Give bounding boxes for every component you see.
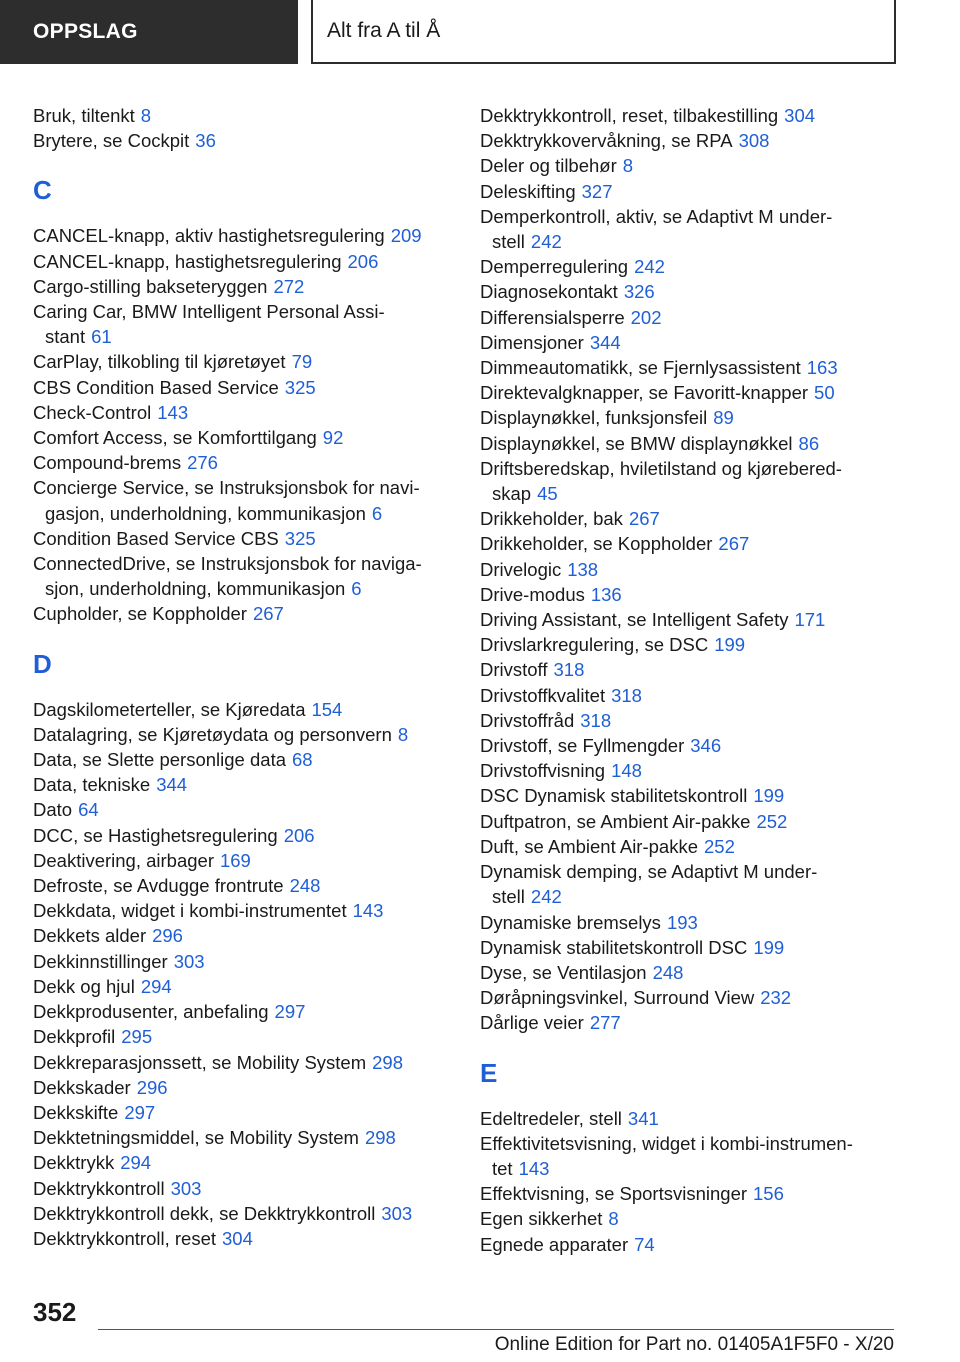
index-entry xyxy=(480,179,900,204)
index-entry-text: Direktevalgknapper, se Favoritt-knapper xyxy=(480,382,809,404)
index-entry-text: Dekktetningsmiddel, se Mobility System xyxy=(33,1127,359,1149)
page-reference-link[interactable]: 303 xyxy=(381,1202,413,1224)
page-reference-link[interactable]: 89 xyxy=(713,407,734,429)
index-entry xyxy=(33,400,453,425)
index-entry-text: Dekktrykkontroll dekk, se Dekktrykkontroll xyxy=(33,1202,376,1224)
index-entry xyxy=(480,1131,900,1181)
index-entry-text: Duftpatron, se Ambient Air-pakke xyxy=(480,810,751,832)
page-reference-link[interactable]: 8 xyxy=(397,723,409,745)
index-entry-text: Dato xyxy=(33,799,73,821)
index-entry-text: Drivstoffkvalitet xyxy=(480,684,606,706)
page-reference-link[interactable]: 318 xyxy=(611,684,642,706)
index-entry-continuation: skap xyxy=(492,483,532,505)
index-entry xyxy=(33,873,453,898)
index-entry-text: DCC, se Hastighetsregulering xyxy=(33,824,278,846)
page-reference-link[interactable]: 6 xyxy=(371,502,383,524)
index-entry xyxy=(33,103,453,128)
index-entry xyxy=(480,128,900,153)
page-reference-link[interactable]: 276 xyxy=(187,452,218,474)
page-reference-link[interactable]: 68 xyxy=(292,749,313,771)
page-reference-link[interactable]: 8 xyxy=(140,105,152,126)
index-entry-text: Concierge Service, se Instruksjonsbok for navi- xyxy=(33,477,420,499)
index-entry-text: Dimensjoner xyxy=(480,331,584,353)
index-letter-heading: D xyxy=(33,648,52,679)
page-reference-link[interactable]: 344 xyxy=(589,331,621,353)
page-reference-link[interactable]: 303 xyxy=(170,1177,202,1199)
index-entry xyxy=(33,128,453,153)
index-entry-text: Compound-brems xyxy=(33,452,182,474)
page-reference-link[interactable]: 346 xyxy=(690,735,722,757)
index-entry-text: Dekkskader xyxy=(33,1076,131,1098)
index-entry xyxy=(33,1125,453,1150)
index-entry xyxy=(480,456,900,506)
index-entry-text: Drivstoffvisning xyxy=(480,760,606,782)
index-entry-text: Data, se Slette personlige data xyxy=(33,749,286,771)
chapter-title: Alt fra A til Å xyxy=(327,19,441,42)
index-entry-text: CANCEL-knapp, hastighetsregulering xyxy=(33,250,342,272)
footer-divider xyxy=(98,1329,894,1330)
page-reference-link[interactable]: 199 xyxy=(714,634,746,656)
index-entry xyxy=(480,1181,900,1206)
index-entry-text: Drivslarkregulering, se DSC xyxy=(480,634,709,656)
index-entry-text: Driving Assistant, se Intelligent Safety xyxy=(480,609,789,631)
index-entry xyxy=(33,1201,453,1226)
index-entry xyxy=(480,708,900,733)
index-entry xyxy=(480,1010,900,1035)
index-entry-text: Døråpningsvinkel, Surround View xyxy=(480,987,755,1009)
page-reference-link[interactable]: 344 xyxy=(156,774,188,796)
page-reference-link[interactable]: 8 xyxy=(622,155,634,177)
page-reference-link[interactable]: 209 xyxy=(390,225,422,247)
page-reference-link[interactable]: 304 xyxy=(784,105,816,126)
page-reference-link[interactable]: 294 xyxy=(120,1152,152,1174)
page-reference-link[interactable]: 304 xyxy=(222,1227,253,1249)
index-entry-continuation: tet xyxy=(492,1157,513,1179)
page-reference-link[interactable]: 206 xyxy=(347,250,379,272)
index-entry-text: Dekktrykkontroll xyxy=(33,1177,165,1199)
page-reference-link[interactable]: 327 xyxy=(581,180,613,202)
index-entry-text: Cupholder, se Koppholder xyxy=(33,603,247,625)
index-entry-text: Duft, se Ambient Air-pakke xyxy=(480,835,698,857)
index-entry-text: Comfort Access, se Komforttilgang xyxy=(33,427,317,449)
index-entry xyxy=(480,531,900,556)
index-entry xyxy=(480,1206,900,1231)
index-entry xyxy=(480,910,900,935)
page-reference-link[interactable]: 171 xyxy=(794,609,826,631)
index-entry-text: Dynamiske bremselys xyxy=(480,911,661,933)
index-entry-text: Dekkprodusenter, anbefaling xyxy=(33,1001,269,1023)
index-column-left xyxy=(33,103,453,1251)
index-entry-text: Data, tekniske xyxy=(33,774,151,796)
index-letter-heading: E xyxy=(480,1057,498,1088)
index-entry xyxy=(480,582,900,607)
page-reference-link[interactable]: 272 xyxy=(273,275,305,297)
index-entry-text: Dekkinnstillinger xyxy=(33,950,168,972)
index-entry xyxy=(33,1075,453,1100)
page-reference-link[interactable]: 232 xyxy=(760,987,792,1009)
page-reference-link[interactable]: 169 xyxy=(219,849,251,871)
index-letter-heading: C xyxy=(33,175,52,206)
index-entry xyxy=(33,1024,453,1049)
index-entry xyxy=(33,898,453,923)
index-entry xyxy=(480,380,900,405)
page-reference-link[interactable]: 86 xyxy=(798,432,820,454)
index-entry-text: Bruk, tiltenkt xyxy=(33,105,135,126)
section-tab[interactable] xyxy=(0,0,298,64)
page-reference-link[interactable]: 206 xyxy=(283,824,315,846)
page-reference-link[interactable]: 298 xyxy=(364,1127,396,1149)
index-entry-text: CarPlay, tilkobling til kjøretøyet xyxy=(33,351,286,373)
index-entry xyxy=(33,848,453,873)
page-reference-link[interactable]: 242 xyxy=(530,886,562,908)
page-reference-link[interactable]: 296 xyxy=(136,1076,168,1098)
index-entry-text: Effektvisning, se Sportsvisninger xyxy=(480,1183,748,1205)
page-reference-link[interactable]: 295 xyxy=(121,1026,153,1048)
index-entry xyxy=(480,783,900,808)
page-reference-link[interactable]: 143 xyxy=(518,1157,550,1179)
index-entry xyxy=(480,279,900,304)
page-reference-link[interactable]: 45 xyxy=(537,483,558,505)
index-entry xyxy=(480,405,900,430)
page-reference-link[interactable]: 297 xyxy=(124,1101,156,1123)
index-entry xyxy=(480,355,900,380)
index-entry-text: Dårlige veier xyxy=(480,1012,584,1034)
index-entry-text: DSC Dynamisk stabilitetskontroll xyxy=(480,785,748,807)
index-entry xyxy=(480,103,900,128)
page-header xyxy=(0,0,960,66)
page-reference-link[interactable]: 199 xyxy=(753,936,785,958)
index-entry-text: CBS Condition Based Service xyxy=(33,376,279,398)
page-reference-link[interactable]: 308 xyxy=(738,130,770,152)
index-entry-text: Defroste, se Avdugge frontrute xyxy=(33,875,284,897)
page-reference-link[interactable]: 242 xyxy=(530,231,562,253)
index-entry-text: Brytere, se Cockpit xyxy=(33,130,190,152)
page-reference-link[interactable]: 8 xyxy=(608,1208,619,1230)
page-reference-link[interactable]: 341 xyxy=(627,1107,659,1129)
index-entry xyxy=(33,1226,453,1251)
chapter-tab[interactable] xyxy=(311,0,896,64)
index-entry-text: Dekktrykkontroll, reset, tilbakestilling xyxy=(480,105,779,126)
index-entry xyxy=(33,1050,453,1075)
page-reference-link[interactable]: 248 xyxy=(652,961,684,983)
index-entry xyxy=(33,949,453,974)
page-reference-link[interactable]: 36 xyxy=(195,130,216,152)
index-entry-text: Displaynøkkel, se BMW displaynøkkel xyxy=(480,432,793,454)
footer-edition: Online Edition for Part no. 01405A1F5F0 - X/20 xyxy=(494,1334,894,1355)
index-entry-text: Edeltredeler, stell xyxy=(480,1107,622,1129)
index-entry-text: Displaynøkkel, funksjonsfeil xyxy=(480,407,708,429)
page-reference-link[interactable]: 202 xyxy=(630,306,662,328)
page-reference-link[interactable]: 248 xyxy=(289,875,321,897)
index-entry-text: Dimmeautomatikk, se Fjernlysassistent xyxy=(480,357,801,379)
index-entry-text: Drive-modus xyxy=(480,583,585,605)
page-reference-link[interactable]: 79 xyxy=(291,351,313,373)
index-entry xyxy=(33,797,453,822)
index-entry-text: Dyse, se Ventilasjon xyxy=(480,961,647,983)
index-entry-text: Dekk og hjul xyxy=(33,975,135,997)
index-entry-text: Deleskifting xyxy=(480,180,576,202)
index-entry xyxy=(33,601,453,626)
index-entry xyxy=(33,697,453,722)
page-reference-link[interactable]: 136 xyxy=(590,583,622,605)
index-entry-continuation: stell xyxy=(492,231,525,253)
page-reference-link[interactable]: 193 xyxy=(666,911,698,933)
page-reference-link[interactable]: 325 xyxy=(284,376,316,398)
index-entry-text: Egen sikkerhet xyxy=(480,1208,603,1230)
index-entry xyxy=(480,960,900,985)
index-entry xyxy=(480,1232,900,1257)
index-entry-continuation: gasjon, underholdning, kommunikasjon xyxy=(45,502,366,524)
index-entry xyxy=(480,683,900,708)
index-entry-text: Dynamisk demping, se Adaptivt M under- xyxy=(480,861,818,883)
index-entry-text: Dekkskifte xyxy=(33,1101,119,1123)
index-entry xyxy=(480,607,900,632)
page-reference-link[interactable]: 50 xyxy=(814,382,835,404)
index-entry-text: Drivstoff, se Fyllmengder xyxy=(480,735,685,757)
index-entry xyxy=(480,809,900,834)
page-reference-link[interactable]: 252 xyxy=(756,810,788,832)
index-entry-text: Dekkdata, widget i kombi-instrumentet xyxy=(33,900,347,922)
index-entry xyxy=(480,834,900,859)
page-number: 352 xyxy=(33,1297,77,1327)
index-entry-text: Drikkeholder, se Koppholder xyxy=(480,533,713,555)
index-entry xyxy=(480,1106,900,1131)
index-entry xyxy=(33,526,453,551)
index-entry-text: Drivelogic xyxy=(480,558,562,580)
index-entry xyxy=(480,557,900,582)
index-entry xyxy=(480,985,900,1010)
index-entry-text: ConnectedDrive, se Instruksjonsbok for naviga- xyxy=(33,553,422,575)
index-entry-continuation: stell xyxy=(492,886,525,908)
index-column-right xyxy=(480,103,900,1257)
page-reference-link[interactable]: 163 xyxy=(806,357,838,379)
index-entry-text: Deaktivering, airbager xyxy=(33,849,214,871)
index-entry-text: Demperkontroll, aktiv, se Adaptivt M under- xyxy=(480,205,833,227)
index-entry xyxy=(33,999,453,1024)
index-entry xyxy=(33,425,453,450)
index-entry-text: Dekktrykkontroll, reset xyxy=(33,1227,216,1249)
index-entry xyxy=(33,274,453,299)
index-entry xyxy=(480,153,900,178)
index-entry xyxy=(33,823,453,848)
index-entry xyxy=(33,475,453,525)
index-entry-text: Dynamisk stabilitetskontroll DSC xyxy=(480,936,748,958)
page-reference-link[interactable]: 297 xyxy=(274,1001,306,1023)
index-entry-text: Drikkeholder, bak xyxy=(480,508,623,530)
index-entry xyxy=(480,859,900,909)
index-entry-text: Cargo-stilling bakseteryggen xyxy=(33,275,268,297)
page-reference-link[interactable]: 267 xyxy=(628,508,660,530)
page-reference-link[interactable]: 267 xyxy=(718,533,750,555)
page-reference-link[interactable]: 154 xyxy=(311,698,343,720)
page-reference-link[interactable]: 242 xyxy=(634,256,665,278)
index-entry-text: Effektivitetsvisning, widget i kombi-instrumen- xyxy=(480,1132,853,1154)
index-entry-text: Datalagring, se Kjøretøydata og personvern xyxy=(33,723,392,745)
index-entry xyxy=(33,772,453,797)
index-entry xyxy=(33,974,453,999)
index-entry-text: Egnede apparater xyxy=(480,1233,629,1255)
index-entry xyxy=(480,758,900,783)
page-reference-link[interactable]: 303 xyxy=(173,950,205,972)
page-reference-link[interactable]: 61 xyxy=(91,326,112,348)
index-entry xyxy=(33,1150,453,1175)
page-reference-link[interactable]: 294 xyxy=(140,975,172,997)
index-entry xyxy=(33,450,453,475)
page-reference-link[interactable]: 199 xyxy=(753,785,785,807)
index-entry xyxy=(33,375,453,400)
index-entry-text: Dekktrykk xyxy=(33,1152,115,1174)
page-reference-link[interactable]: 318 xyxy=(580,709,612,731)
index-entry xyxy=(480,204,900,254)
index-entry-text: Dekktrykkovervåkning, se RPA xyxy=(480,130,733,152)
page-reference-link[interactable]: 326 xyxy=(623,281,655,303)
index-entry xyxy=(480,632,900,657)
index-entry xyxy=(33,349,453,374)
page-reference-link[interactable]: 143 xyxy=(352,900,384,922)
index-entry-text: Driftsberedskap, hviletilstand og kjørebered- xyxy=(480,457,842,479)
index-entry xyxy=(33,1176,453,1201)
page-reference-link[interactable]: 138 xyxy=(567,558,599,580)
index-entry-text: Demperregulering xyxy=(480,256,629,278)
page-reference-link[interactable]: 64 xyxy=(78,799,99,821)
index-entry-continuation: stant xyxy=(45,326,86,348)
page-reference-link[interactable]: 267 xyxy=(252,603,284,625)
index-entry-text: Diagnosekontakt xyxy=(480,281,618,303)
index-entry xyxy=(480,935,900,960)
index-entry xyxy=(33,923,453,948)
index-entry xyxy=(480,506,900,531)
index-entry xyxy=(33,249,453,274)
index-entry xyxy=(33,1100,453,1125)
index-entry-continuation: sjon, underholdning, kommunikasjon xyxy=(45,578,346,600)
index-entry xyxy=(480,431,900,456)
page-reference-link[interactable]: 318 xyxy=(553,659,585,681)
index-entry-text: Dekkprofil xyxy=(33,1026,116,1048)
index-entry xyxy=(33,722,453,747)
page-reference-link[interactable]: 143 xyxy=(157,401,189,423)
page-reference-link[interactable]: 298 xyxy=(372,1051,403,1073)
index-entry-text: Dekkreparasjonssett, se Mobility System xyxy=(33,1051,367,1073)
page-reference-link[interactable]: 148 xyxy=(611,760,642,782)
page-reference-link[interactable]: 277 xyxy=(589,1012,621,1034)
page-reference-link[interactable]: 325 xyxy=(284,527,316,549)
index-entry-text: Drivstoffråd xyxy=(480,709,575,731)
page-reference-link[interactable]: 6 xyxy=(351,578,362,600)
index-entry-text: Dagskilometerteller, se Kjøredata xyxy=(33,698,306,720)
page-reference-link[interactable]: 252 xyxy=(704,835,735,857)
page-reference-link[interactable]: 92 xyxy=(322,427,344,449)
index-entry xyxy=(480,330,900,355)
page-reference-link[interactable]: 296 xyxy=(152,925,183,947)
index-entry-text: Caring Car, BMW Intelligent Personal Assi- xyxy=(33,301,385,323)
section-title: OPPSLAG xyxy=(33,20,138,43)
index-entry xyxy=(33,747,453,772)
index-entry-text: Drivstoff xyxy=(480,659,548,681)
index-entry-text: Dekkets alder xyxy=(33,925,147,947)
index-entry xyxy=(33,551,453,601)
index-entry-text: Deler og tilbehør xyxy=(480,155,617,177)
index-entry xyxy=(480,254,900,279)
page-reference-link[interactable]: 156 xyxy=(753,1183,784,1205)
index-entry xyxy=(480,657,900,682)
index-entry xyxy=(33,299,453,349)
index-entry-text: Condition Based Service CBS xyxy=(33,527,279,549)
index-entry-text: Differensialsperre xyxy=(480,306,625,328)
index-entry xyxy=(33,223,453,248)
index-entry-text: CANCEL-knapp, aktiv hastighetsregulering xyxy=(33,225,385,247)
index-entry xyxy=(480,305,900,330)
index-entry-text: Check-Control xyxy=(33,401,152,423)
index-entry xyxy=(480,733,900,758)
page-reference-link[interactable]: 74 xyxy=(634,1233,655,1255)
